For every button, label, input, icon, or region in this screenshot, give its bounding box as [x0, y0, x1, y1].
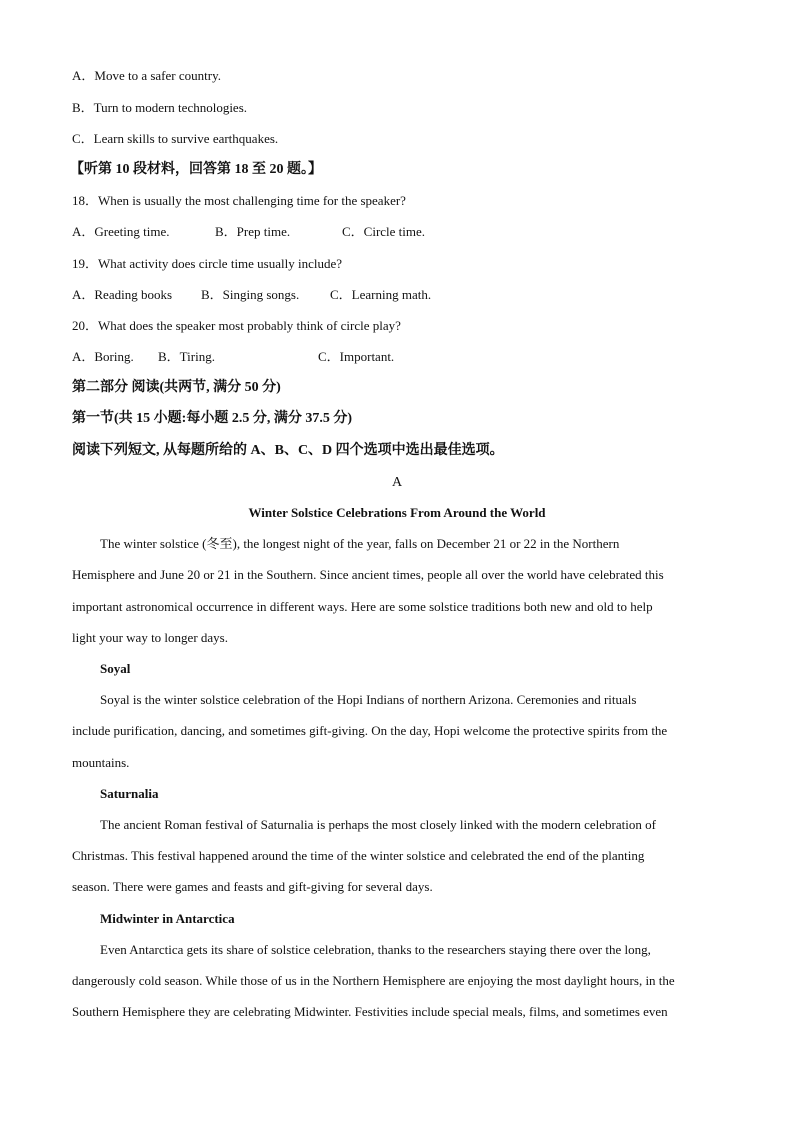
q20-option-c: C．Important.	[318, 349, 395, 364]
part2-header: 第二部分 阅读(共两节, 满分 50 分)	[72, 380, 281, 395]
q18-question: 18．When is usually the most challenging time for the speaker?	[72, 193, 406, 208]
antarctica-heading: Midwinter in Antarctica	[100, 911, 235, 926]
intro-line-4: light your way to longer days.	[72, 630, 228, 645]
section10-header: 【听第 10 段材料，回答第 18 至 20 题。】	[70, 162, 322, 177]
antarctica-line-3: Southern Hemisphere they are celebrating Midwinter. Festivities include special meals, films, and sometimes even	[72, 1004, 668, 1019]
antarctica-line-1: Even Antarctica gets its share of solstice celebration, thanks to the researchers staying there over the long,	[100, 942, 651, 957]
q20-question: 20．What does the speaker most probably think of circle play?	[72, 318, 401, 333]
q19-option-a: A．Reading books	[72, 287, 173, 302]
q18-option-a: A．Greeting time.	[72, 224, 170, 239]
saturnalia-line-2: Christmas. This festival happened around the time of the winter solstice and celebrated the end of the planting	[72, 848, 645, 863]
saturnalia-line-1: The ancient Roman festival of Saturnalia is perhaps the most closely linked with the modern celebration of	[100, 817, 656, 832]
passage-title: Winter Solstice Celebrations From Around the World	[248, 505, 546, 520]
intro-line-2: Hemisphere and June 20 or 21 in the Southern. Since ancient times, people all over the world have celebrated this	[72, 567, 664, 582]
q17-option-b: B．Turn to modern technologies.	[72, 100, 248, 115]
reading-instruction: 阅读下列短文, 从每题所给的 A、B、C、D 四个选项中选出最佳选项。	[72, 443, 504, 458]
q20-option-a: A．Boring.	[72, 349, 134, 364]
q19-question: 19．What activity does circle time usually include?	[72, 256, 343, 271]
q18-option-c: C．Circle time.	[342, 224, 426, 239]
q20-options	[72, 349, 394, 365]
soyal-line-3: mountains.	[72, 755, 130, 770]
q17-option-a: A．Move to a safer country.	[72, 68, 221, 83]
q19-option-c: C．Learning math.	[330, 287, 432, 302]
soyal-line-2: include purification, dancing, and sometimes gift-giving. On the day, Hopi welcome the protective spirits from the	[72, 723, 668, 738]
q18-options	[72, 224, 425, 240]
saturnalia-heading: Saturnalia	[100, 786, 159, 801]
intro-line-1: The winter solstice (冬至), the longest night of the year, falls on December 21 or 22 in the Northern	[100, 536, 620, 551]
q19-options	[72, 287, 431, 303]
saturnalia-line-3: season. There were games and feasts and gift-giving for several days.	[72, 879, 433, 894]
soyal-heading: Soyal	[100, 661, 131, 676]
q18-option-b: B．Prep time.	[215, 224, 291, 239]
q19-option-b: B．Singing songs.	[201, 287, 300, 302]
intro-line-3: important astronomical occurrence in different ways. Here are some solstice traditions both new and old to help	[72, 599, 653, 614]
q17-option-c: C．Learn skills to survive earthquakes.	[72, 131, 279, 146]
antarctica-line-2: dangerously cold season. While those of us in the Northern Hemisphere are enjoying the most daylight hours, in the	[72, 973, 675, 988]
section1-header: 第一节(共 15 小题:每小题 2.5 分, 满分 37.5 分)	[72, 411, 352, 426]
q20-option-b: B．Tiring.	[158, 349, 215, 364]
soyal-line-1: Soyal is the winter solstice celebration of the Hopi Indians of northern Arizona. Ceremonies and rituals	[100, 692, 637, 707]
passage-letter: A	[391, 475, 403, 490]
